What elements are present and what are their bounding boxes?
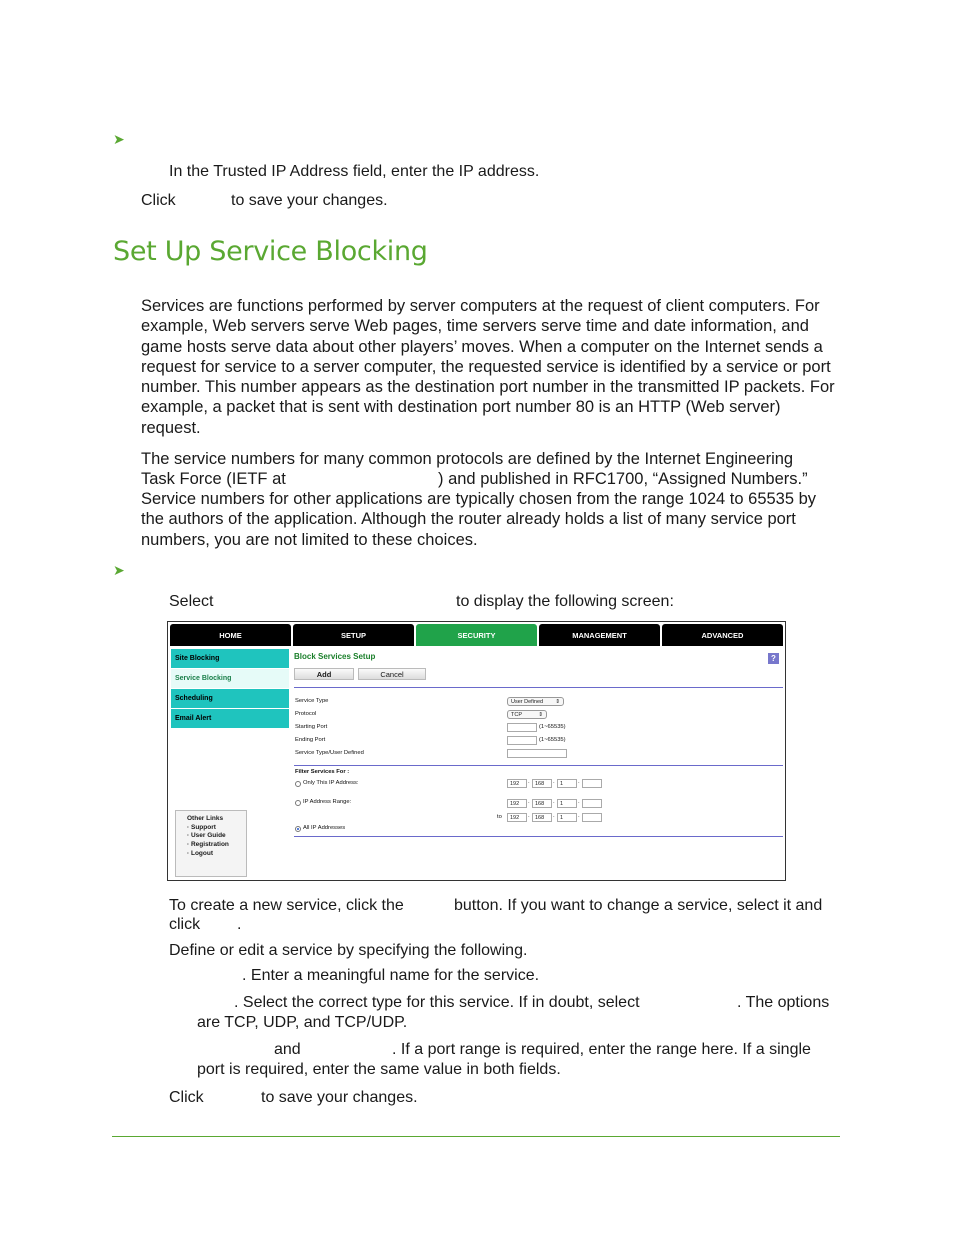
only-ip-octet-4[interactable] <box>582 779 602 788</box>
select-text: to display the following screen: <box>456 593 674 610</box>
other-links-box <box>175 810 247 877</box>
range-start-octet-1[interactable]: 192 <box>507 799 527 808</box>
router-screenshot <box>167 621 786 881</box>
type-text-a: . Select the correct type for this service. If in doubt, select <box>234 994 640 1011</box>
other-links-heading: Other Links <box>187 815 224 822</box>
paragraph-services: Services are functions performed by server computers at the request of client computers. For example, Web servers serve Web pages, time servers serve time and date information, and game hosts serve data about other players’ moves. When a computer on the Internet sends a request for service to a server computer, the requested service is identified by a service or port number. This number appears as the destination port number in the transmitted IP packets. For example, a packet that is sent with destination port number 80 is an HTTP (Web server) request. <box>141 297 835 437</box>
service-type-select[interactable]: User Defined ⇕ <box>507 697 564 706</box>
other-link-registration[interactable]: · Registration <box>187 841 229 849</box>
only-ip-octet-2[interactable]: 168 <box>532 779 552 788</box>
protocol-label: Protocol <box>295 711 317 717</box>
starting-port-label: Starting Port <box>295 724 328 730</box>
final-click-label: Click <box>169 1089 204 1106</box>
sidebar-item-scheduling[interactable]: Scheduling <box>171 689 289 708</box>
ip-dot: . <box>528 779 530 785</box>
range-start-octet-3[interactable]: 1 <box>557 799 577 808</box>
port-text-b: port is required, enter the same value in both fields. <box>197 1061 561 1078</box>
divider <box>294 765 783 766</box>
step-text: In the Trusted IP Address field, enter the IP address. <box>169 163 540 180</box>
router-sidebar <box>171 649 289 729</box>
ip-range-label: IP Address Range: <box>303 799 352 805</box>
other-link-support[interactable]: · Support <box>187 823 216 831</box>
only-ip-octet-1[interactable]: 192 <box>507 779 527 788</box>
sidebar-item-site-blocking[interactable]: Site Blocking <box>171 649 289 668</box>
paragraph-protocols-line2b: ) and published in RFC1700, “Assigned Numbers.” <box>438 470 808 488</box>
ending-port-label: Ending Port <box>295 737 326 743</box>
router-main-panel <box>294 649 783 878</box>
ip-dot: . <box>578 779 580 785</box>
to-label: to <box>497 814 502 820</box>
ip-dot: . <box>578 813 580 819</box>
final-click-text: to save your changes. <box>261 1089 418 1106</box>
create-text-d: . <box>237 916 242 933</box>
protocol-select[interactable]: TCP ⇕ <box>507 710 547 719</box>
footer-rule <box>112 1136 840 1137</box>
paragraph-protocols-line2a: Task Force (IETF at <box>141 470 286 488</box>
divider <box>294 687 783 688</box>
ip-dot: . <box>528 799 530 805</box>
ending-port-input[interactable] <box>507 736 537 745</box>
ip-dot: . <box>553 813 555 819</box>
cancel-button[interactable]: Cancel <box>358 668 426 680</box>
ip-dot: . <box>528 813 530 819</box>
sidebar-item-email-alert[interactable]: Email Alert <box>171 709 289 728</box>
range-end-octet-1[interactable]: 192 <box>507 813 527 822</box>
service-type-label: Service Type <box>295 698 329 704</box>
ip-dot: . <box>553 799 555 805</box>
only-ip-octet-3[interactable]: 1 <box>557 779 577 788</box>
range-end-octet-4[interactable] <box>582 813 602 822</box>
paragraph-protocols-rest: Service numbers for other applications are typically chosen from the range 1024 to 65535 by the authors of the application. Although the router already holds a list of many service port numbers, you are not limited to these choices. <box>141 490 817 549</box>
only-ip-label: Only This IP Address: <box>303 780 359 786</box>
range-start-octet-2[interactable]: 168 <box>532 799 552 808</box>
starting-port-input[interactable] <box>507 723 537 732</box>
select-label: Select <box>169 593 214 610</box>
sidebar-item-service-blocking[interactable]: Service Blocking <box>171 669 289 688</box>
add-button[interactable]: Add <box>294 668 354 680</box>
step-arrow-icon: ➤ <box>113 562 125 578</box>
create-text-b: button. If you want to change a service, select it and <box>454 897 823 914</box>
all-ip-label: All IP Addresses <box>303 825 346 831</box>
panel-title: Block Services Setup <box>294 652 376 661</box>
other-link-logout[interactable]: · Logout <box>187 849 214 857</box>
ending-port-range: (1~65535) <box>539 737 566 743</box>
help-icon[interactable]: ? <box>768 653 779 664</box>
port-and: and <box>274 1041 301 1058</box>
range-end-octet-3[interactable]: 1 <box>557 813 577 822</box>
define-text: Define or edit a service by specifying the following. <box>169 942 528 959</box>
range-start-octet-4[interactable] <box>582 799 602 808</box>
type-text-c: are TCP, UDP, and TCP/UDP. <box>197 1014 408 1031</box>
click-text: to save your changes. <box>231 192 388 209</box>
step-arrow-icon: ➤ <box>113 131 125 147</box>
type-text-b: . The options <box>737 994 830 1011</box>
ip-range-radio[interactable] <box>295 800 301 806</box>
router-tab-bar <box>170 624 783 646</box>
name-text: . Enter a meaningful name for the service. <box>242 967 540 984</box>
tab-setup[interactable]: SETUP <box>293 624 414 646</box>
ip-dot: . <box>553 779 555 785</box>
range-end-octet-2[interactable]: 168 <box>532 813 552 822</box>
service-user-defined-input[interactable] <box>507 749 567 758</box>
starting-port-range: (1~65535) <box>539 724 566 730</box>
tab-security[interactable]: SECURITY <box>416 624 537 646</box>
filter-services-label: Filter Services For : <box>295 769 350 775</box>
other-link-user-guide[interactable]: · User Guide <box>187 832 226 840</box>
tab-home[interactable]: HOME <box>170 624 291 646</box>
port-text-a: . If a port range is required, enter the range here. If a single <box>392 1041 811 1058</box>
create-text-c: click <box>169 916 201 933</box>
ip-dot: . <box>578 799 580 805</box>
service-user-defined-label: Service Type/User Defined <box>295 750 364 756</box>
only-ip-radio[interactable] <box>295 781 301 787</box>
tab-management[interactable]: MANAGEMENT <box>539 624 660 646</box>
paragraph-protocols-line1: The service numbers for many common protocols are defined by the Internet Engineering <box>141 450 794 468</box>
tab-advanced[interactable]: ADVANCED <box>662 624 783 646</box>
section-title: Set Up Service Blocking <box>113 236 428 267</box>
create-text-a: To create a new service, click the <box>169 897 404 914</box>
divider <box>294 836 783 837</box>
all-ip-radio[interactable] <box>295 826 301 832</box>
click-label: Click <box>141 192 176 209</box>
